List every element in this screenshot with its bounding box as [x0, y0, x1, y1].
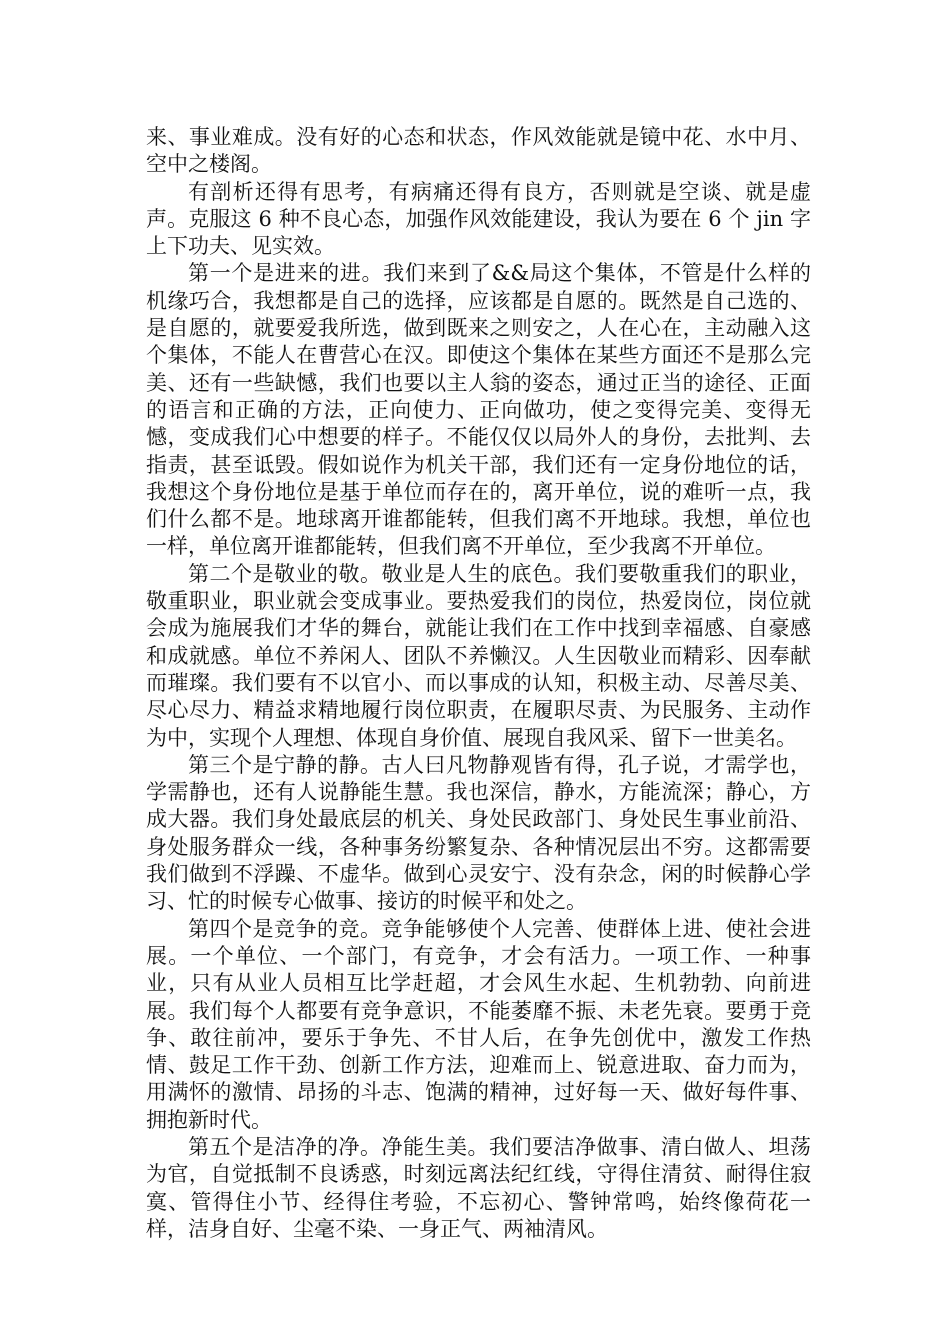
paragraph-reflection: 有剖析还得有思考，有病痛还得有良方，否则就是空谈、就是虚声。克服这 6 种不良心态，加强作风效能建设，我认为要在 6 个 jin 字上下功夫、见实效。: [146, 179, 811, 259]
paragraph-jin-clean: 第五个是洁净的净。净能生美。我们要洁净做事、清白做人、坦荡为官，自觉抵制不良诱惑，时刻远离法纪红线，守得住清贫、耐得住寂寞、管得住小节、经得住考验，不忘初心、警钟常鸣，始终像荷花一样，洁身自好、尘毫不染、一身正气、两袖清风。: [146, 1134, 811, 1241]
paragraph-jin-dedication: 第二个是敬业的敬。敬业是人生的底色。我们要敬重我们的职业，敬重职业，职业就会变成事业。要热爱我们的岗位，热爱岗位，岗位就会成为施展我们才华的舞台，就能让我们在工作中找到幸福感、自豪感和成就感。单位不养闲人、团队不养懒汉。人生因敬业而精彩、因奉献而璀璨。我们要有不以官小、而以事成的认知，积极主动、尽善尽美、尽心尽力、精益求精地履行岗位职责，在履职尽责、为民服务、主动作为中，实现个人理想、体现自身价值、展现自我风采、留下一世美名。: [146, 561, 811, 750]
paragraph-jin-compete: 第四个是竞争的竞。竞争能够使个人完善、使群体上进、使社会进展。一个单位、一个部门，有竞争，才会有活力。一项工作、一种事业，只有从业人员相互比学赶超，才会风生水起、生机勃勃、向前进展。我们每个人都要有竞争意识，不能萎靡不振、未老先衰。要勇于竞争、敢往前冲，要乐于争先、不甘人后，在争先创优中，激发工作热情、鼓足工作干劲、创新工作方法，迎难而上、锐意进取、奋力而为，用满怀的激情、昂扬的斗志、饱满的精神，过好每一天、做好每件事、拥抱新时代。: [146, 916, 811, 1132]
paragraph-jin-calm: 第三个是宁静的静。古人曰凡物静观皆有得，孔子说，才需学也，学需静也，还有人说静能生慧。我也深信，静水，方能流深；静心，方成大器。我们身处最底层的机关、身处民政部门、身处民生事业前沿、身处服务群众一线，各种事务纷繁复杂、各种情况层出不穷。这都需要我们做到不浮躁、不虚华。做到心灵安宁、没有杂念，闲的时候静心学习、忙的时候专心做事、接访的时候平和处之。: [146, 752, 811, 914]
paragraph-1-continuation: 来、事业难成。没有好的心态和状态，作风效能就是镜中花、水中月、空中之楼阁。: [146, 125, 811, 177]
document-body: [146, 124, 811, 1243]
paragraph-jin-enter: 第一个是进来的进。我们来到了&&局这个集体，不管是什么样的机缘巧合，我想都是自己的选择，应该都是自愿的。既然是自己选的、是自愿的，就要爱我所选，做到既来之则安之，人在心在，主动融入这个集体，不能人在曹营心在汉。即使这个集体在某些方面还不是那么完美、还有一些缺憾，我们也要以主人翁的姿态，通过正当的途径、正面的语言和正确的方法，正向使力、正向做功，使之变得完美、变得无憾，变成我们心中想要的样子。不能仅仅以局外人的身份，去批判、去指责，甚至诋毁。假如说作为机关干部，我们还有一定身份地位的话，我想这个身份地位是基于单位而存在的，离开单位，说的难听一点，我们什么都不是。地球离开谁都能转，但我们离不开地球。我想，单位也一样，单位离开谁都能转，但我们离不开单位，至少我离不开单位。: [146, 261, 811, 559]
